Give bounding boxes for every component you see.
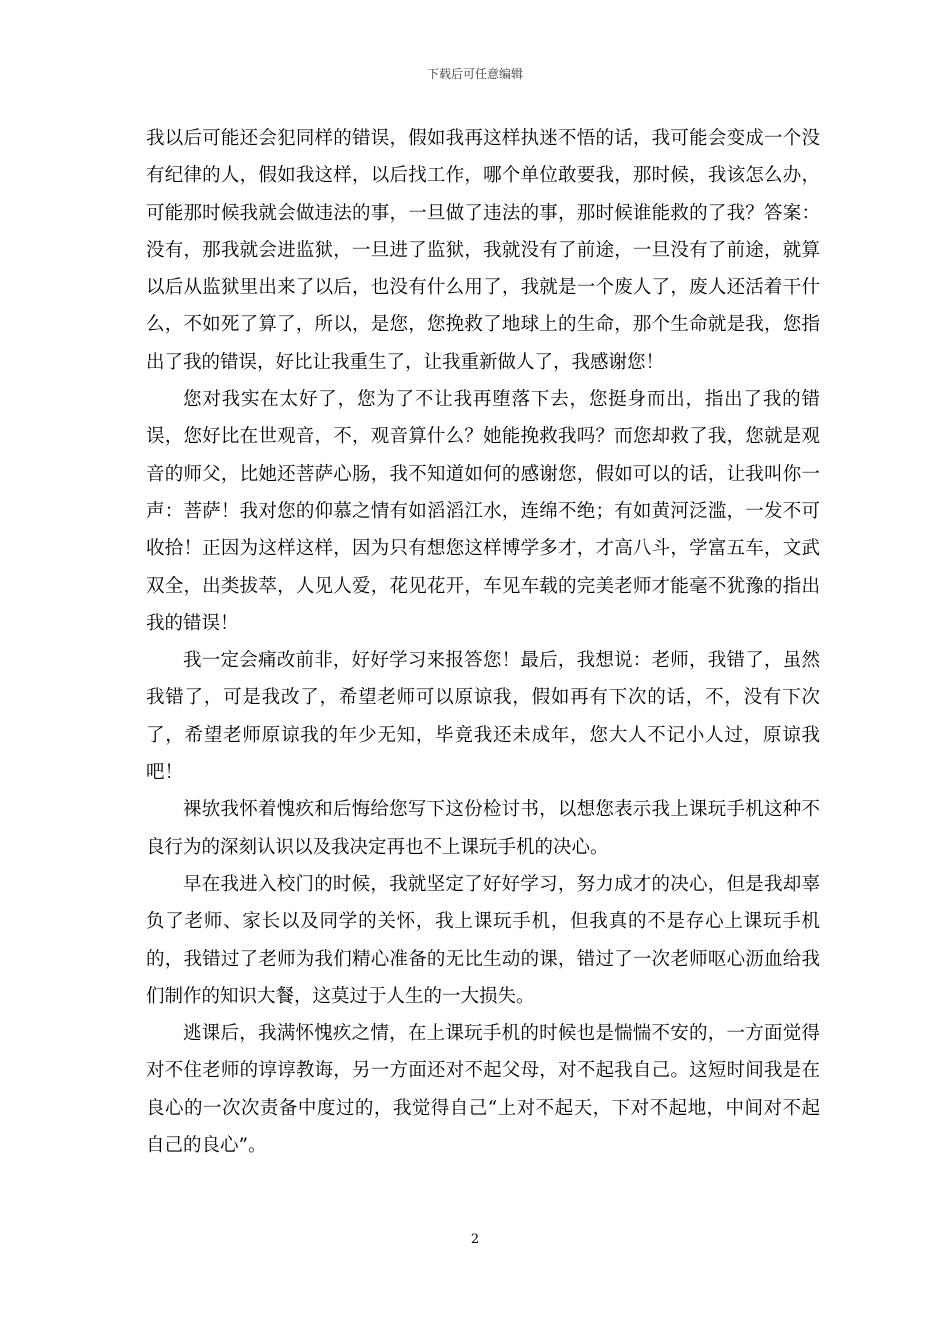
paragraph-1: 我以后可能还会犯同样的错误，假如我再这样执迷不悟的话，我可能会变成一个没有纪律的人，假如我这样，以后找工作，哪个单位敢要我，那时候，我该怎么办，可能那时候我就会做违法的事，一旦做了违法的事，那时候谁能救的了我？答案：没有，那我就会进监狱，一旦进了监狱，我就没有了前途，一旦没有了前途，就算以后从监狱里出来了以后，也没有什么用了，我就是一个废人了，废人还活着干什么，不如死了算了，所以，是您，您挽救了地球上的生命，那个生命就是我，您指出了我的错误，好比让我重生了，让我重新做人了，我感谢您！: [146, 128, 820, 373]
document-body: [146, 120, 820, 1164]
paragraph-3: 我一定会痛改前非，好好学习来报答您！最后，我想说：老师，我错了，虽然我错了，可是我改了，希望老师可以原谅我，假如再有下次的话，不，没有下次了，希望老师原谅我的年少无知，毕竟我还未成年，您大人不记小人过，原谅我吧！: [146, 650, 820, 784]
paragraph-4: 祼欤我怀着愧疚和后悔给您写下这份检讨书，以想您表示我上课玩手机这种不良行为的深刻认识以及我决定再也不上课玩手机的决心。: [146, 799, 820, 858]
page-header: 下载后可任意编辑: [426, 67, 523, 81]
paragraph-2: 您对我实在太好了，您为了不让我再堕落下去，您挺身而出，指出了我的错误，您好比在世观音，不，观音算什么？她能挽救我吗？而您却救了我，您就是观音的师父，比她还菩萨心肠，我不知道如何的感谢您，假如可以的话，让我叫你一声：菩萨！我对您的仰慕之情有如滔滔江水，连绵不绝；有如黄河泛滥，一发不可收拾！正因为这样这样，因为只有想您这样博学多才，才高八斗，学富五车，文武双全，出类拔萃，人见人爱，花见花开，车见车载的完美老师才能毫不犹豫的指出我的错误！: [146, 389, 820, 634]
paragraph-5: 早在我进入校门的时候，我就坚定了好好学习，努力成才的决心，但是我却辜负了老师、家长以及同学的关怀，我上课玩手机，但我真的不是存心上课玩手机的，我错过了老师为我们精心准备的无比生动的课，错过了一次老师呕心沥血给我们制作的知识大餐，这莫过于人生的一大损失。: [146, 873, 820, 1007]
page-number: 2: [470, 1232, 480, 1247]
paragraph-6: 逃课后，我满怀愧疚之情，在上课玩手机的时候也是惴惴不安的，一方面觉得对不住老师的谆谆教诲，另一方面还对不起父母，对不起我自己。这短时间我是在良心的一次次责备中度过的，我觉得自己“上对不起天，下对不起地，中间对不起自己的良心”。: [146, 1023, 820, 1157]
